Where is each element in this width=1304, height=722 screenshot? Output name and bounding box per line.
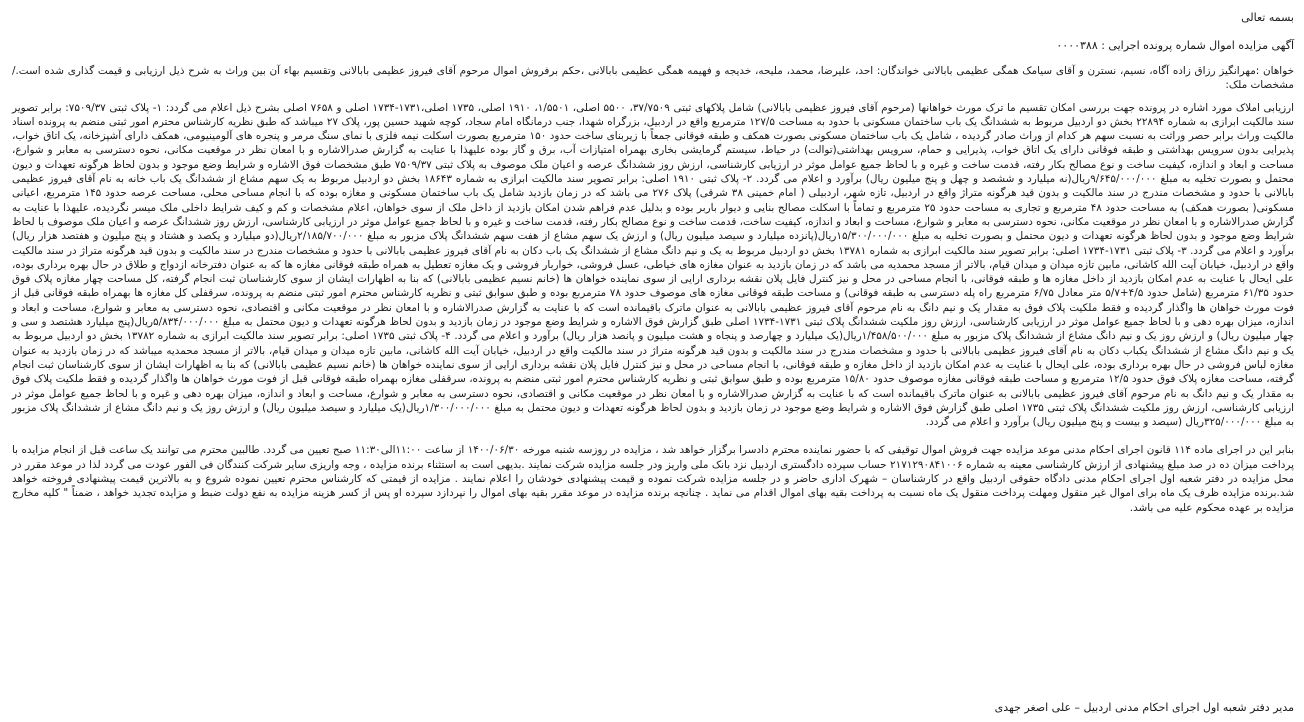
- basmala-heading: بسمه تعالی: [1241, 11, 1294, 24]
- signature-line: مدیر دفتر شعبه اول اجرای احکام مدنی اردبیل – علی اصغر جهدی: [994, 701, 1294, 714]
- notice-title: آگهی مزایده اموال شماره پرونده اجرایی : ۰۰۰۰۳۸۸: [1056, 39, 1294, 52]
- heirs-paragraph: خواهان :مهرانگیز رزاق زاده آگاه، نسیم، نسترن و آقای سیامک همگی عظیمی بابالانی خواندگان: احد، علیرضا، محمد، ملیحه، خدیجه و فهیمه همگی عظیمی بابالانی ،حکم برفروش اموال مرحوم آقای فیروز عظیمی بابالانی وتقسیم بهاء آن بین وراث به شرح ذیل ارزیابی و قیمت گذاری شده است./ مشخصات ملک:: [12, 65, 1294, 92]
- auction-terms-paragraph: بنابر این در اجرای ماده ۱۱۴ قانون اجرای احکام مدنی موعد مزایده جهت فروش اموال توقیفی که با حضور نماینده محترم دادسرا برگزار خواهد شد ، مزایده در روزسه شنبه مورخه ۱۴۰۰/۰۶/۳۰ از ساعت ۱۱:۰۰الی۱۱:۳۰ صبح تعیین می گردد. طالبین محترم می توانند یک ساعت قبل از انجام مزایده با پرداخت میزان ده در صد مبلغ پیشنهادی از ارزش کارشناسی معینه به شماره ۲۱۷۱۲۹۰۸۴۱۰۰۶ حساب سپرده دادگستری اردبیل نزد بانک ملی واریز ودر جلسه مزایده شرکت نمایند .بدیهی است به استثناء برنده مزایده ، وجه واریزی سایر شرکت کنندگان فی الفور عودت می گردد لذا در موعد مقرر در محل مزایده در دفتر شعبه اول اجرای احکام مدنی دادگاه حقوقی اردبیل واقع در کارشناسان – شهرک اداری حاضر و در جلسه مزایده شرکت نموده و قیمت پیشنهادی خودشان را اعلام نمایند . مزایده از قیمتی که کارشناس محترم تعیین نموده شروع و به بالاترین قیمت پیشنهادی فروخته خواهد شد.برنده مزایده ظرف یک ماه برای اموال غیر منقول ومهلت پرداخت منقول یک ماه نسبت به پرداخت بقیه بهای اموال اقدام می نماید . چنانچه برنده مزایده در موعد مقرر بقیه بهای اموال را نپردازد سپرده او پس از کسر هزینه مزایده به نفع دولت ضبط و مزایده تجدید خواهد ، ضمناً " کلیه مخارج مزایده بر عهده محکوم علیه می باشد.: [12, 444, 1294, 514]
- assets-valuation-paragraph: ارزیابی املاک مورد اشاره در پرونده جهت بررسی امکان تقسیم ما ترک مورث خواهانها (مرحوم آقای فیروز عظیمی بابالانی) شامل پلاکهای ثبتی ۳۷/۷۵۰۹، ۵۵۰۰ اصلی، ۱/۵۵۰۱، ۱۹۱۰ اصلی، ۱۷۳۵ اصلی،۱۷۳۱-۱۷۳۴ اصلی و ۷۶۵۸ اصلی بشرح ذیل اعلام می گردد: ۱- پلاک ثبتی ۷۵۰۹/۳۷: برابر تصویر سند مالکیت ابرازی به شماره ۲۲۸۹۴ بخش دو اردبیل مربوط به ششدانگ یک باب ساختمان مسکونی با حدود به مساحت ۱۲۷/۵ مترمربع واقع در اردبیل، بزرگراه شهدا، جنب درمانگاه امام سجاد، کوچه شهید حسین پور، پلاک ۲۷ میباشد که طبق نظریه کارشناس محترم امور ثبتی منضم به پرونده اسناد مالکیت وراث برابر حصر وراثت به نسبت سهم هر کدام از وراث صادر گردیده ، شامل یک باب ساختمان مسکونی بصورت همکف و طبقه فوقانی جمعاً با زیربنای ساخت حدود ۱۵۰ مترمربع بصورت اسکلت نیمه فلزی با نمای سنگ مرمر و پنجره های آلومینیومی، همکف دارای آشپزخانه، یک اتاق خواب، پذیرایی بدون سرویس بهداشتی و طبقه فوقانی دارای یک اتاق خواب، پذیرایی و حمام، سرویس بهداشتی(توالت) در حیاط، سیستم گرمایشی بخاری بهمراه امتیازات آب، برق و گاز بوده علیهذا با عنایت به گزارش صدرالاشاره و با امعان نظر در موقعیت مکانی، نحوه دسترسی به معابر و شوارع، مساحت و ابعاد و اندازه، کیفیت ساخت و نوع مصالح بکار رفته، قدمت ساخت و غیره و با لحاظ جمیع عوامل موثر در ارزیابی کارشناسی، ارزش روز ششدانگ عرصه و اعیان ملک موصوف به پلاک ثبتی ۷۵۰۹/۳۷ طبق مشخصات فوق الاشاره و شرایط وضع موجود و بدون لحاظ هرگونه تعهدات و دیون محتمل و بصورت تخلیه به مبلغ ۹/۶۴۵/۰۰۰/۰۰۰ریال(نه میلیارد و ششصد و چهل و پنج میلیون ریال) برآورد و اعلام می گردد. ۲- پلاک ثبتی ۱۹۱۰ اصلی: برابر تصویر سند مالکیت ابرازی به شماره ۱۸۶۴۳ بخش دو اردبیل مربوط به یک سهم مشاع از ششدانگ یک باب خانه به نام آقای فیروز عظیمی بابالانی با حدود و مشخصات مندرج در سند مالکیت و بدون قید هرگونه متراژ واقع در اردبیل، تازه شهر، اردبیلی ( امام خمینی ۳۸ شرقی) پلاک ۲۷۶ می باشد که در زمان بازدید شامل یک باب ساختمان مسکونی و مغازه بوده که با انجام مساحی محلی، مساحت عرصه حدود ۱۴۵ مترمربع، اعیانی مسکونی( بصورت همکف) به مساحت حدود ۴۸ مترمربع و تجاری به مساحت حدود ۲۵ مترمربع و تماماً با اسکلت مصالح بنایی و دیوار باربر بوده و بدلیل عدم فراهم شدن امکان بازدید از داخل ملک از سوی خواهان، اعلام مشخصات و کم و کیف شرایط داخلی ملک میسر نگردیده، علیهذا با عنایت به گزارش صدرالاشاره و با امعان نظر در موقعیت مکانی، نحوه دسترسی به معابر و شوارع، مساحت و ابعاد و اندازه، کیفیت ساخت، قدمت ساخت و نوع مصالح بکار رفته، قدمت ساخت و غیره و با لحاظ جمیع عوامل موثر در ارزیابی کارشناسی، ارزش روز ششدانگ عرصه و اعیان ملک موصوف با لحاظ شرایط وضع موجود و بدون لحاظ هرگونه تعهدات و دیون محتمل و بصورت تخلیه به مبلغ ۱۵/۳۰۰/۰۰۰/۰۰۰ریال(پانزده میلیارد و سیصد میلیون ریال) و ارزش یک سهم مشاع از هفت سهم ششدانگ پلاک مزبور به مبلغ ۲/۱۸۵/۷۰۰/۰۰۰ریال(دو میلیارد و یکصد و هشتاد و پنج میلیون و هفتصد هزار ریال) برآورد و اعلام می گردد. ۳- پلاک ثبتی ۱۷۳۱-۱۷۳۴ اصلی: برابر تصویر سند مالکیت ابرازی به شماره ۱۳۷۸۱ بخش دو اردبیل مربوط به یک و نیم دانگ مشاع از ششدانگ یک باب دکان به نام آقای فیروز عظیمی بابالانی با حدود و مشخصات مندرج در سند مالکیت و بدون قید هرگونه متراژ در سند مالکیت واقع در اردبیل، خیابان آیت الله کاشانی، مابین تازه میدان و میدان قیام، بالاتر از مسجد محمدیه می باشد که در زمان بازدید به عنوان مغازه های خیاطی، عسل فروشی، خواربار فروشی و یک مغازه تعطیل به همراه طبقه فوقانی مغازه ها که به عنوان دفترخانه ازدواج و طلاق در حال بهره برداری بوده، علی ایحال با عنایت به عدم امکان بازدید از داخل مغازه ها و طبقه فوقانی، با انجام مساحی در محل و نیز کنترل فایل پلان نقشه برداری ارایی از سوی نماینده خواهان ها (خانم نسیم عظیمی بابالانی) که بنا به اظهارات ایشان از سوی کارشناسان ثبت انجام گرفته، کل مساحت چهار مغازه پلاک فوق حدود ۶۱/۳۵ مترمربع (شامل حدود ۴/۵+۵/۷ متر معادل ۶/۷۵ مترمربع راه پله دسترسی به طبقه فوقانی) و مساحت طبقه فوقانی مغازه های موصوف حدود ۷۸ مترمربع بوده و طبق سوابق ثبتی و نظریه کارشناس محترم امور ثبتی منضم به پرونده، سرقفلی کل مغازه ها بهمراه طبقه فوقانی قبل از فوت مورث خواهان ها واگذار گردیده و فقط ملکیت پلاک فوق به مقدار یک و نیم دانگ به نام مرحوم آقای فیروز عظیمی بابالانی به عنوان ماترک باقیمانده است که با عنایت به گزارش صدرالاشاره و با امعان نظر در موقعیت مکانی و اقتصادی، نحوه دسترسی به معابر و شوارع، مساحت و ابعاد و اندازه، میزان بهره دهی و با لحاظ جمیع عوامل موثر در ارزیابی کارشناسی، ارزش روز ملکیت ششدانگ پلاک ثبتی ۱۷۳۱-۱۷۳۴ اصلی طبق گزارش فوق الاشاره و شرایط وضع موجود در زمان بازدید و بدون لحاظ هرگونه تعهدات و دیون محتمل به مبلغ ۵/۸۳۴/۰۰۰/۰۰۰ریال(پنج میلیارد هشتصد و سی و چهار میلیون ریال) و ارزش روز یک و نیم دانگ مشاع از ششدانگ پلاک مزبور به مبلغ ۱/۴۵۸/۵۰۰/۰۰۰ریال(یک میلیارد و چهارصد و پنجاه و هشت میلیون و پانصد هزار ریال) برآورد و اعلام می گردد. ۴- پلاک ثبتی ۱۷۳۵ اصلی: برابر تصویر سند مالکیت ابرازی به شماره ۱۳۷۸۲ بخش دو اردبیل مربوط به یک و نیم دانگ مشاع از ششدانگ یکباب دکان به نام آقای فیروز عظیمی بابالانی با حدود و مشخصات مندرج در سند مالکیت و بدون قید هرگونه متراژ در سند مالکیت واقع در اردبیل، خیابان آیت الله کاشانی، مابین تازه میدان و میدان قیام، بالاتر از مسجد محمدیه میباشد که در زمان بازدید به عنوان مغازه لباس فروشی در حال بهره برداری بوده، علی ایحال با عنایت به عدم امکان بازدید از داخل مغازه و طبقه فوقانی، با انجام مساحی در محل و نیز کنترل فایل پلان نقشه برداری ارایی از سوی نماینده خواهان ها (خانم نسیم عظیمی بابالانی) که بنا به اظهارات ایشان از سوی کارشناسان ثبت انجام گرفته، مساحت مغازه پلاک فوق حدود ۱۲/۵ مترمربع و مساحت طبقه فوقانی مغازه موصوف حدود ۱۵/۸۰ مترمربع بوده و طبق سوابق ثبتی و نظریه کارشناس محترم امور ثبتی منضم به پرونده، سرقفلی مغازه بهمراه طبقه فوقانی قبل از فوت مورث خواهان ها واگذار گردیده و فقط ملکیت پلاک فوق به مقدار یک و نیم دانگ به نام مرحوم آقای فیروز عظیمی بابالانی به عنوان ماترک باقیمانده است که با عنایت به گزارش صدرالاشاره و با امعان نظر در موقعیت مکانی و اقتصادی، نحوه دسترسی به معابر و شوارع، مساحت و ابعاد و اندازه، میزان بهره دهی و غیره و با لحاظ جمیع عوامل موثر در ارزیابی کارشناسی، ارزش روز ملکیت ششدانگ پلاک ثبتی ۱۷۳۵ اصلی طبق گزارش فوق الاشاره و شرایط وضع موجود در زمان بازدید و بدون لحاظ هرگونه تعهدات و دیون محتمل به مبلغ ۱/۳۰۰/۰۰۰/۰۰۰ریال(یک میلیارد و سیصد میلیون ریال) و ارزش روز یک و نیم دانگ مشاع از ششدانگ پلاک مزبور به مبلغ ۳۲۵/۰۰۰/۰۰۰ریال (سیصد و بیست و پنج میلیون ریال) برآورد و اعلام می گردد.: [12, 101, 1295, 429]
